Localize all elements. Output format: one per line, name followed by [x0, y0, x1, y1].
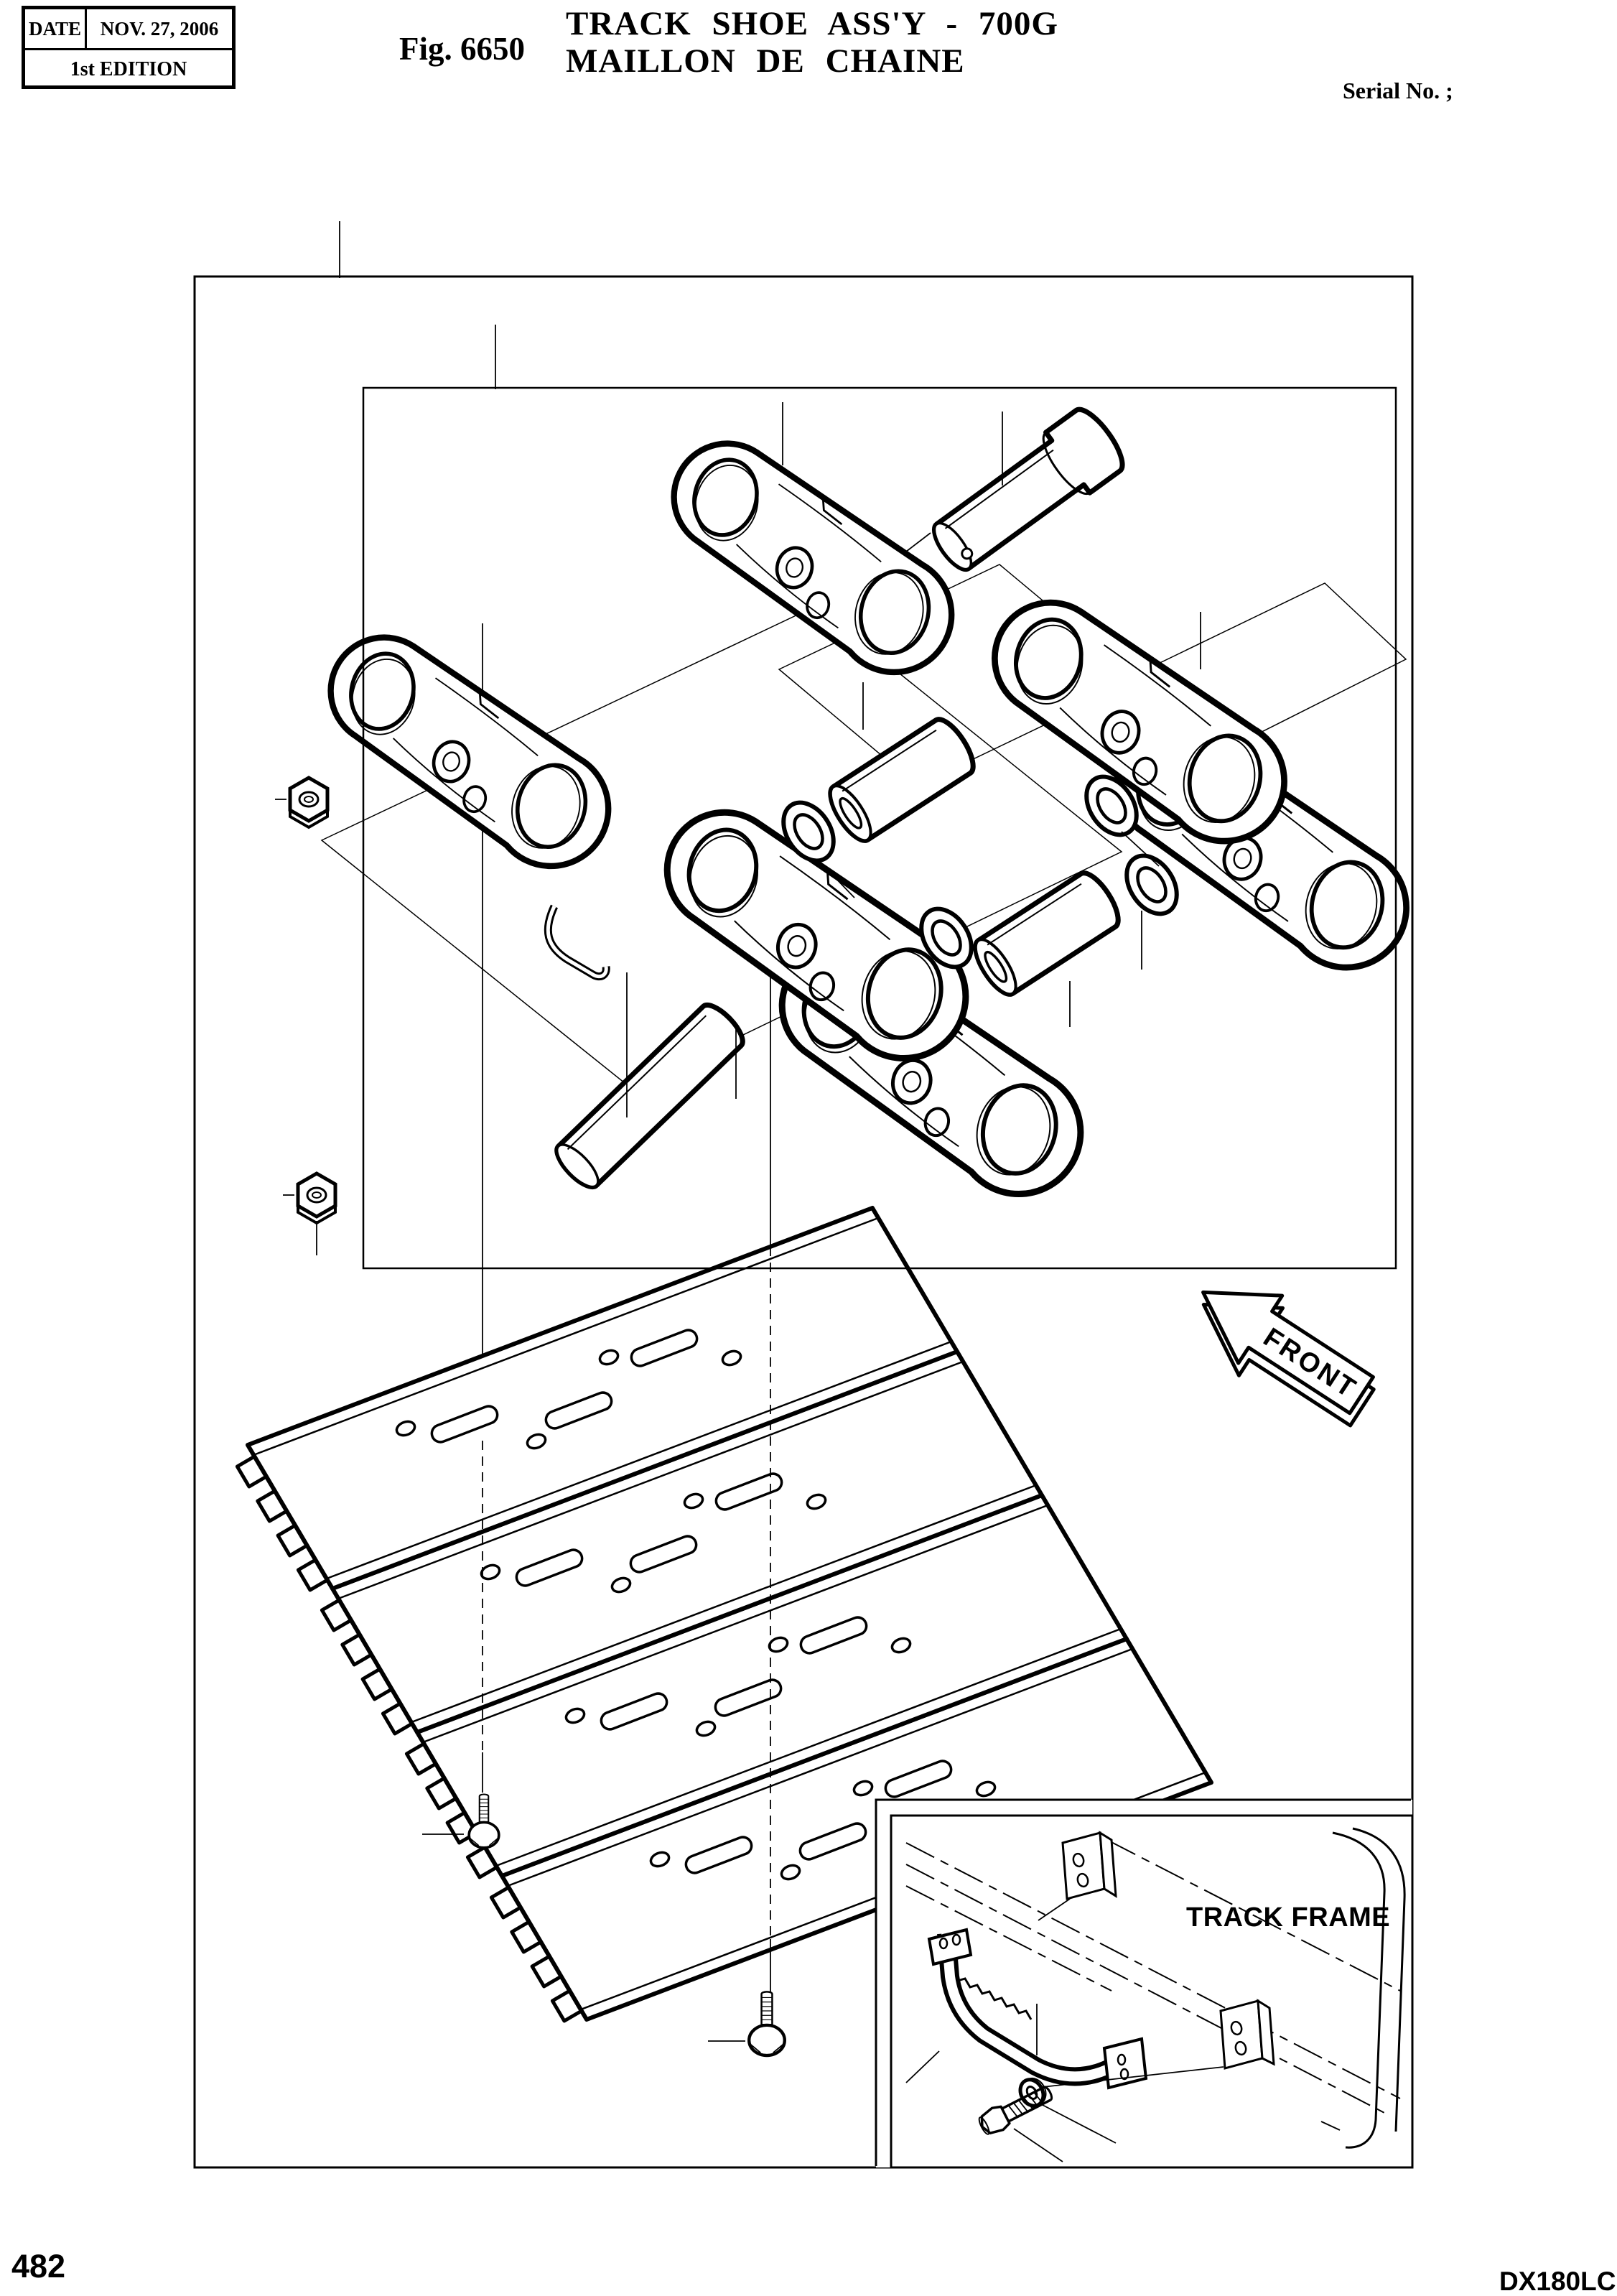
master-pin	[922, 403, 1130, 582]
pin-nut-lower	[298, 1173, 335, 1223]
bracket-lower	[1221, 2001, 1274, 2068]
page-title: TRACK SHOE ASS'Y - 700G	[566, 5, 1058, 42]
page-title-french: MAILLON DE CHAINE	[566, 42, 965, 80]
bracket-upper	[1063, 1833, 1116, 1899]
track-link-left	[304, 617, 633, 888]
edition-value: 1st EDITION	[70, 58, 187, 80]
date-label: DATE	[25, 9, 87, 48]
date-value: NOV. 27, 2006	[100, 17, 219, 39]
bushing-upper	[823, 714, 980, 847]
model-code: DX180LC	[1499, 2267, 1616, 2296]
bushing-lower	[968, 868, 1125, 1000]
track-frame-inset	[876, 1800, 1412, 2167]
front-arrow-icon	[1175, 1258, 1389, 1441]
track-frame-label: TRACK FRAME	[1186, 1902, 1391, 1933]
pin-nut-upper	[290, 778, 327, 827]
serial-number-label: Serial No. ;	[1343, 78, 1453, 103]
track-pin	[551, 999, 749, 1193]
front-arrow-label: FRONT	[1257, 1322, 1363, 1405]
track-bolt-2	[749, 1991, 785, 2055]
figure-number: Fig. 6650	[399, 31, 525, 67]
page-number: 482	[11, 2248, 66, 2285]
spring-pin	[548, 906, 606, 977]
